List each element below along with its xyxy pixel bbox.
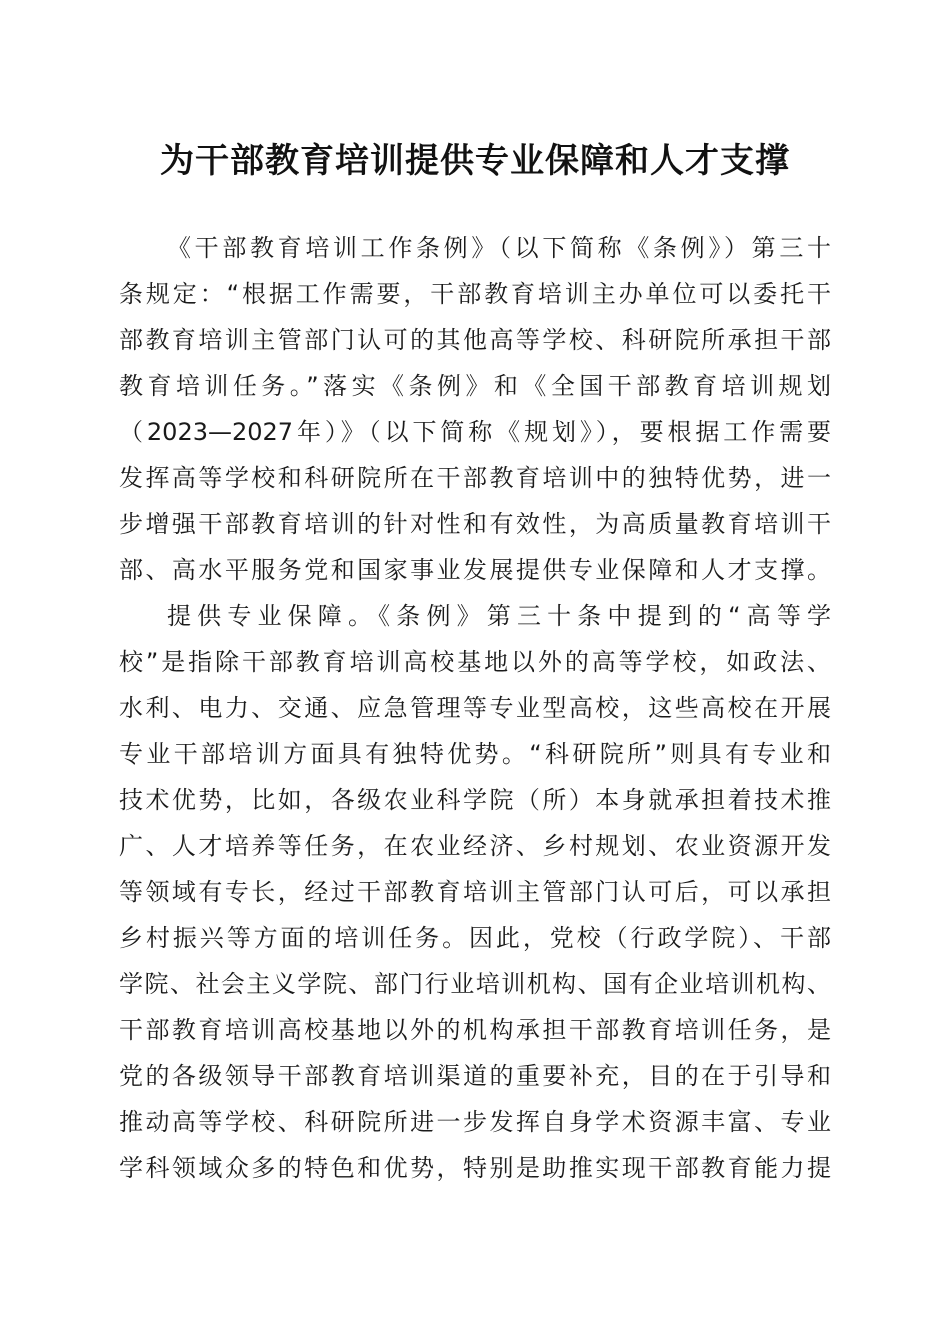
paragraph-line: 乡村振兴等方面的培训任务。因此，党校（行政学院）、干部 — [119, 924, 831, 952]
paragraph-line: 《干部教育培训工作条例》（以下简称《条例》）第三十 — [167, 234, 831, 262]
paragraph-line: 广、人才培养等任务，在农业经济、乡村规划、农业资源开发 — [119, 832, 831, 860]
paragraph-line: 部教育培训主管部门认可的其他高等学校、科研院所承担干部 — [119, 326, 831, 354]
paragraph-line: 推动高等学校、科研院所进一步发挥自身学术资源丰富、专业 — [119, 1108, 831, 1136]
paragraph-line: （2023—2027年）》（以下简称《规划》），要根据工作需要 — [119, 418, 831, 446]
paragraph-line: 干部教育培训高校基地以外的机构承担干部教育培训任务，是 — [119, 1016, 831, 1044]
document-title: 为干部教育培训提供专业保障和人才支撑 — [160, 141, 790, 181]
paragraph-line: 学院、社会主义学院、部门行业培训机构、国有企业培训机构、 — [119, 970, 831, 998]
paragraph-line: 教育培训任务。”落实《条例》和《全国干部教育培训规划 — [119, 372, 831, 400]
paragraph-line: 技术优势，比如，各级农业科学院（所）本身就承担着技术推 — [119, 786, 831, 814]
paragraph-line: 学科领域众多的特色和优势，特别是助推实现干部教育能力提 — [119, 1154, 831, 1182]
paragraph-line: 等领域有专长，经过干部教育培训主管部门认可后，可以承担 — [119, 878, 831, 906]
paragraph-line: 发挥高等学校和科研院所在干部教育培训中的独特优势，进一 — [119, 464, 831, 492]
paragraph-line: 条规定：“根据工作需要，干部教育培训主办单位可以委托干 — [119, 280, 831, 308]
paragraph-line: 专业干部培训方面具有独特优势。“科研院所”则具有专业和 — [119, 740, 831, 768]
paragraph-line: 部、高水平服务党和国家事业发展提供专业保障和人才支撑。 — [119, 556, 831, 584]
paragraph-line: 党的各级领导干部教育培训渠道的重要补充，目的在于引导和 — [119, 1062, 831, 1090]
paragraph-line: 提供专业保障。《条例》第三十条中提到的“高等学 — [167, 602, 831, 630]
paragraph-line: 水利、电力、交通、应急管理等专业型高校，这些高校在开展 — [119, 694, 831, 722]
paragraph-line: 校”是指除干部教育培训高校基地以外的高等学校，如政法、 — [119, 648, 831, 676]
paragraph-line: 步增强干部教育培训的针对性和有效性，为高质量教育培训干 — [119, 510, 831, 538]
